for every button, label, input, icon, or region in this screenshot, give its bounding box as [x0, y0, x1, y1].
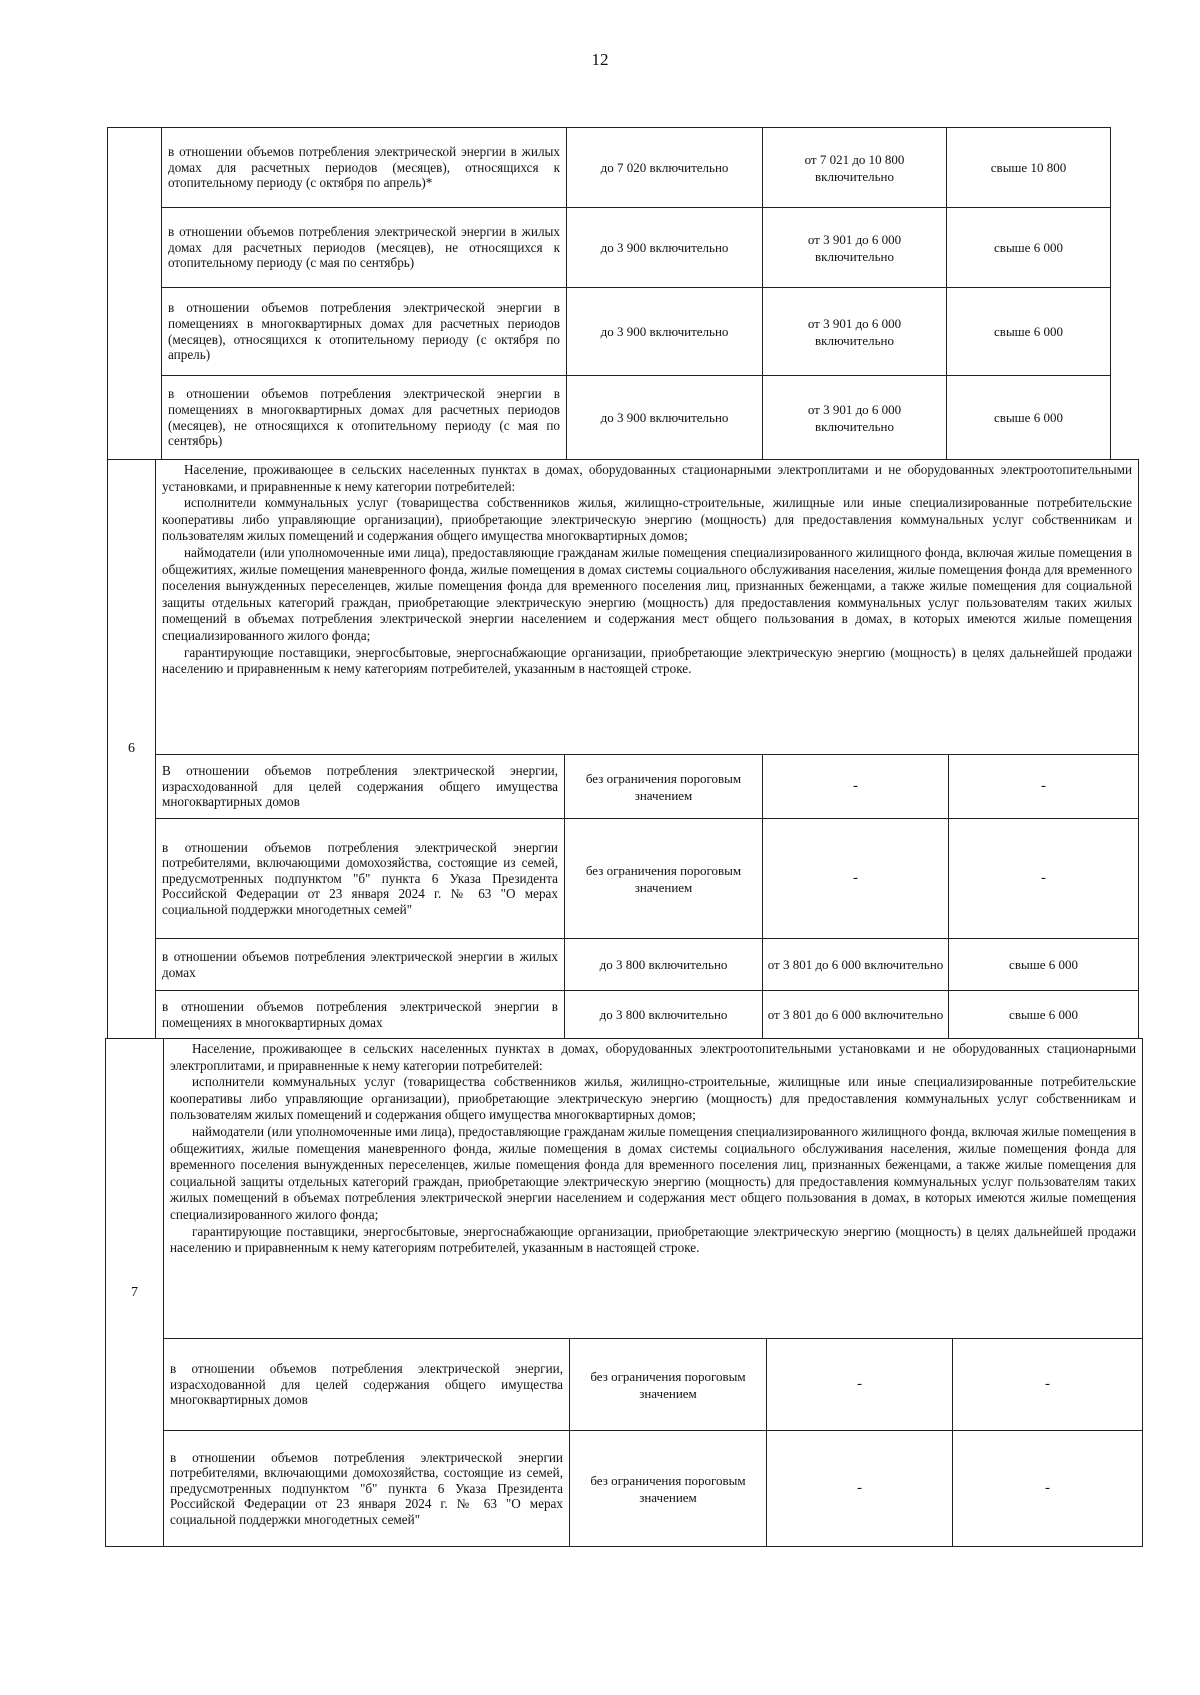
tariff-table-section-6 [107, 459, 1139, 1039]
range-3-value: - [949, 755, 1139, 819]
table-row [106, 1339, 1143, 1431]
intro-paragraph: Население, проживающее в сельских населенных пунктах в домах, оборудованных электроотопительными установками и не оборудованных стационарными электроплитами, и приравненные к нему категории потребителей: [170, 1041, 1137, 1073]
table-row [108, 991, 1139, 1039]
range-1-value: до 3 900 включительно [567, 376, 763, 460]
section-intro-row [106, 1039, 1143, 1339]
consumption-description: в отношении объемов потребления электрической энергии в помещениях в многоквартирных домах [156, 991, 565, 1039]
consumption-description: в отношении объемов потребления электрической энергии, израсходованной для целей содержания общего имущества многоквартирных домов [164, 1339, 570, 1431]
consumption-description: в отношении объемов потребления электрической энергии потребителями, включающими домохозяйства, состоящие из семей, предусмотренных подпунктом "б" пункта 6 Указа Президента Российской Федерации от 23 января 2024 г. № 63 "О мерах социальной поддержки многодетных семей" [156, 819, 565, 939]
consumption-description: в отношении объемов потребления электрической энергии в жилых домах для расчетных периодов (месяцев), не относящихся к отопительному периоду (с мая по сентябрь) [162, 208, 567, 288]
consumption-description: в отношении объемов потребления электрической энергии в помещениях в многоквартирных домах для расчетных периодов (месяцев), не относящихся к отопительному периоду (с мая по сентябрь) [162, 376, 567, 460]
table-row [108, 376, 1111, 460]
range-1-value: до 7 020 включительно [567, 128, 763, 208]
table-row [106, 1431, 1143, 1547]
range-3-value: свыше 6 000 [949, 991, 1139, 1039]
section-number: 7 [106, 1039, 164, 1547]
intro-paragraph: гарантирующие поставщики, энергосбытовые, энергоснабжающие организации, приобретающие электрическую энергию (мощность) в целях дальнейшей продажи населению и приравненным к нему категориям потребителей, указанным в настоящей строке. [170, 1223, 1137, 1256]
intro-paragraph: наймодатели (или уполномоченные ими лица), предоставляющие гражданам жилые помещения специализированного жилищного фонда, включая жилые помещения в общежитиях, жилые помещения маневренного фонда, жилые помещения в домах системы социального обслуживания населения, жилые помещения фонда для временного поселения вынужденных переселенцев, жилые помещения фонда для временного поселения лиц, признанных беженцами, а также жилые помещения для социальной защиты отдельных категорий граждан, приобретающие электрическую энергию (мощность) для предоставления коммунальных услуг пользователям таких жилых помещений в объемах потребления электрической энергии населением и содержания мест общего пользования в домах, в которых имеются жилые помещения специализированного жилого фонда; [170, 1123, 1137, 1222]
range-1-value: до 3 800 включительно [565, 991, 763, 1039]
section-number: 6 [108, 460, 156, 1039]
range-3-value: - [953, 1339, 1143, 1431]
section-intro [156, 460, 1139, 755]
consumption-description: В отношении объемов потребления электрической энергии, израсходованной для целей содержания общего имущества многоквартирных домов [156, 755, 565, 819]
table-row [108, 208, 1111, 288]
range-1-value: без ограничения пороговым значением [565, 819, 763, 939]
range-1-value: без ограничения пороговым значением [570, 1339, 767, 1431]
range-2-value: от 3 801 до 6 000 включительно [763, 991, 949, 1039]
range-3-value: свыше 10 800 [947, 128, 1111, 208]
page-number: 12 [591, 50, 609, 69]
range-2-value: от 3 901 до 6 000 включительно [763, 376, 947, 460]
range-3-value: свыше 6 000 [947, 376, 1111, 460]
range-3-value: свыше 6 000 [947, 208, 1111, 288]
range-1-value: до 3 900 включительно [567, 288, 763, 376]
intro-paragraph: гарантирующие поставщики, энергосбытовые, энергоснабжающие организации, приобретающие электрическую энергию (мощность) в целях дальнейшей продажи населению и приравненным к нему категориям потребителей, указанным в настоящей строке. [162, 644, 1133, 677]
consumption-description: в отношении объемов потребления электрической энергии в жилых домах [156, 939, 565, 991]
range-2-value: от 3 901 до 6 000 включительно [763, 208, 947, 288]
section-intro [164, 1039, 1143, 1339]
range-2-value: - [767, 1431, 953, 1547]
range-3-value: свыше 6 000 [949, 939, 1139, 991]
range-3-value: свыше 6 000 [947, 288, 1111, 376]
table-row [108, 288, 1111, 376]
tariff-table-section-7 [105, 1038, 1143, 1547]
table-row [108, 939, 1139, 991]
row-number-cell [108, 128, 162, 460]
range-1-value: без ограничения пороговым значением [570, 1431, 767, 1547]
range-3-value: - [953, 1431, 1143, 1547]
table-row [108, 128, 1111, 208]
range-2-value: от 7 021 до 10 800 включительно [763, 128, 947, 208]
tariff-table-continuation [107, 127, 1111, 460]
range-2-value: от 3 901 до 6 000 включительно [763, 288, 947, 376]
section-intro-row [108, 460, 1139, 755]
consumption-description: в отношении объемов потребления электрической энергии в жилых домах для расчетных периодов (месяцев), относящихся к отопительному периоду (с октября по апрель)* [162, 128, 567, 208]
range-2-value: - [767, 1339, 953, 1431]
range-2-value: от 3 801 до 6 000 включительно [763, 939, 949, 991]
range-1-value: без ограничения пороговым значением [565, 755, 763, 819]
range-3-value: - [949, 819, 1139, 939]
range-1-value: до 3 800 включительно [565, 939, 763, 991]
consumption-description: в отношении объемов потребления электрической энергии в помещениях в многоквартирных домах для расчетных периодов (месяцев), относящихся к отопительному периоду (с октября по апрель) [162, 288, 567, 376]
table-row [108, 819, 1139, 939]
intro-paragraph: наймодатели (или уполномоченные ими лица), предоставляющие гражданам жилые помещения специализированного жилищного фонда, включая жилые помещения в общежитиях, жилые помещения маневренного фонда, жилые помещения в домах системы социального обслуживания населения, жилые помещения фонда для временного поселения вынужденных переселенцев, жилые помещения фонда для временного поселения лиц, признанных беженцами, а также жилые помещения для социальной защиты отдельных категорий граждан, приобретающие электрическую энергию (мощность) для предоставления коммунальных услуг пользователям таких жилых помещений в объемах потребления электрической энергии населением и содержания мест общего пользования в домах, в которых имеются жилые помещения специализированного жилого фонда; [162, 544, 1133, 643]
intro-paragraph: Население, проживающее в сельских населенных пунктах в домах, оборудованных стационарными электроплитами и не оборудованных электроотопительными установками, и приравненные к нему категории потребителей: [162, 462, 1133, 494]
range-1-value: до 3 900 включительно [567, 208, 763, 288]
consumption-description: в отношении объемов потребления электрической энергии потребителями, включающими домохозяйства, состоящие из семей, предусмотренных подпунктом "б" пункта 6 Указа Президента Российской Федерации от 23 января 2024 г. № 63 "О мерах социальной поддержки многодетных семей" [164, 1431, 570, 1547]
intro-paragraph: исполнители коммунальных услуг (товарищества собственников жилья, жилищно-строительные, жилищные или иные специализированные потребительские кооперативы либо управляющие организации), приобретающие электрическую энергию (мощность) для предоставления коммунальных услуг собственникам и пользователям жилых помещений и содержания общего имущества многоквартирных домов; [162, 495, 1133, 544]
range-2-value: - [763, 755, 949, 819]
table-row [108, 755, 1139, 819]
range-2-value: - [763, 819, 949, 939]
intro-paragraph: исполнители коммунальных услуг (товарищества собственников жилья, жилищно-строительные, жилищные или иные специализированные потребительские кооперативы либо управляющие организации), приобретающие электрическую энергию (мощность) для предоставления коммунальных услуг собственникам и пользователям жилых помещений и содержания общего имущества многоквартирных домов; [170, 1074, 1137, 1123]
